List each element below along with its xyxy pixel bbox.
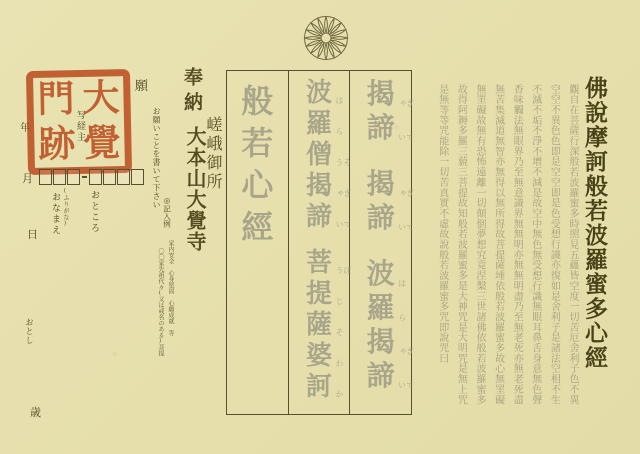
furigana: ぎゃ: [397, 98, 415, 107]
address-label: おところ: [90, 190, 100, 234]
seal-glyph: 大: [82, 78, 120, 120]
sutra-column: 空空不異色色即是空空即是色受想行識亦復如是舍利子是諸法空相不生: [548, 84, 560, 405]
trace-character: 波 は: [305, 78, 344, 107]
trace-character: 羅 ら: [305, 109, 344, 138]
furigana: ら: [335, 127, 344, 136]
furigana: か: [335, 390, 344, 399]
trace-character: 揭 ぎゃ: [367, 170, 395, 204]
sutra-column: 是無等等咒能除一切苦真實不虛故說般若波羅蜜多咒即說咒曰: [436, 84, 448, 364]
sutra-column: 故得阿耨多羅三藐三菩提故知般若波羅蜜多是大神咒是大明咒是無上咒: [455, 84, 467, 405]
trace-character: 婆 わ: [305, 341, 344, 370]
furigana: ら: [397, 312, 407, 321]
age-suffix-label: 歳: [30, 407, 41, 419]
postal-box: [131, 169, 144, 185]
furigana: は: [397, 278, 407, 287]
furigana: てい: [335, 220, 352, 229]
age-label: おとし: [25, 318, 34, 345]
furigana: ぎゃ: [397, 346, 415, 355]
trace-character: 心: [241, 167, 274, 203]
seal-caption: 写経主: [76, 110, 86, 143]
postal-box: [39, 169, 52, 185]
trace-character: 揭 ぎゃ: [306, 172, 332, 203]
month-label: 月: [22, 173, 33, 185]
trace-character: 諦 てい: [367, 362, 395, 396]
trace-character: 諦 てい: [367, 114, 395, 148]
trace-character: 波 は: [366, 259, 407, 290]
furigana: てい: [397, 380, 415, 389]
seal-glyph: 門: [37, 79, 75, 121]
furigana: わ: [335, 359, 344, 368]
example-header: ◎記入例: [162, 196, 172, 228]
postal-code-boxes: [39, 169, 145, 185]
sutra-title: 佛說摩訶般若波羅蜜多心經: [582, 76, 607, 370]
temple-name-palace: 嵯峨御所: [204, 116, 221, 192]
trace-character: 菩 ぼう: [306, 249, 332, 280]
sutra-column: 無罣礙故無有恐怖遠離一切顛倒夢想究竟涅槃三世諸佛依般若波羅蜜多: [474, 84, 485, 405]
trace-character: 般: [241, 83, 274, 119]
name-label: おなまえ: [51, 192, 61, 236]
furigana: てい: [397, 222, 415, 231]
day-label: 日: [27, 229, 38, 241]
sutra-column: 香味觸法無眼界乃至無意識界無無明亦無無明盡乃至無老死亦無老死盡: [511, 84, 523, 405]
furigana: ぼう: [335, 266, 352, 275]
trace-character: 經: [241, 209, 274, 245]
furigana: そ: [335, 328, 344, 337]
furigana: は: [335, 96, 344, 105]
trace-character: 諦 てい: [367, 204, 395, 238]
sutra-column: 觀自在菩薩行深般若波羅蜜多時照見五蘊皆空度一切苦厄舍利子色不異: [567, 84, 578, 405]
seal-glyph: 覺: [83, 123, 121, 165]
trace-character: 揭 ぎゃ: [367, 80, 395, 114]
sutra-title-small: [227, 71, 289, 414]
dedication-label: 奉納: [181, 67, 202, 117]
wish-instruction: お願いことを書いて下さい: [152, 107, 161, 209]
postal-box: [53, 169, 66, 185]
furigana: ぎゃ: [335, 189, 352, 198]
furigana-label: (ふりがな): [62, 188, 68, 227]
furigana: てい: [397, 132, 415, 141]
sutra-column: 無苦集滅道無智亦無得以無所得故菩提薩埵依般若波羅蜜多故心無罣礙: [492, 84, 504, 405]
trace-character: 提 じ: [305, 279, 344, 308]
chrysanthemum-crest-icon: [301, 13, 351, 63]
temple-name-main: 大本山大覺寺: [183, 126, 205, 252]
furigana: じ: [335, 297, 344, 306]
postal-dash: [82, 176, 87, 178]
trace-character: 訶 か: [305, 372, 344, 401]
wish-label: 願: [135, 78, 149, 93]
trace-character: 若: [241, 125, 274, 161]
temple-name: [184, 116, 220, 252]
example-line-1: 家内安全 心身堅固 心願成就 等: [167, 240, 173, 336]
mantra-line-1: [350, 71, 415, 414]
postal-box: [117, 169, 130, 185]
example-line-2: 〇〇家先祖代々(又は戒名のある)菩提: [157, 248, 163, 356]
trace-character: 羅 ら: [366, 293, 407, 324]
trace-box: [226, 70, 415, 415]
seal-glyph: 跡: [38, 124, 76, 166]
postal-box: [67, 169, 80, 185]
trace-character: 揭 ぎゃ: [367, 328, 395, 362]
year-label: 年: [20, 123, 30, 134]
postal-box: [103, 169, 116, 185]
sutra-column: 不滅不垢不淨不增不減是故空中無色無受想行識無眼耳鼻舌身意無色聲: [529, 84, 541, 405]
postal-box: [89, 169, 102, 185]
trace-character: 諦 てい: [306, 203, 332, 234]
furigana: ぎゃ: [397, 188, 415, 197]
mantra-line-2: [289, 71, 351, 414]
trace-character: 僧 そう: [306, 141, 332, 172]
furigana: そう: [335, 158, 352, 167]
trace-character: 薩 そ: [305, 310, 344, 339]
